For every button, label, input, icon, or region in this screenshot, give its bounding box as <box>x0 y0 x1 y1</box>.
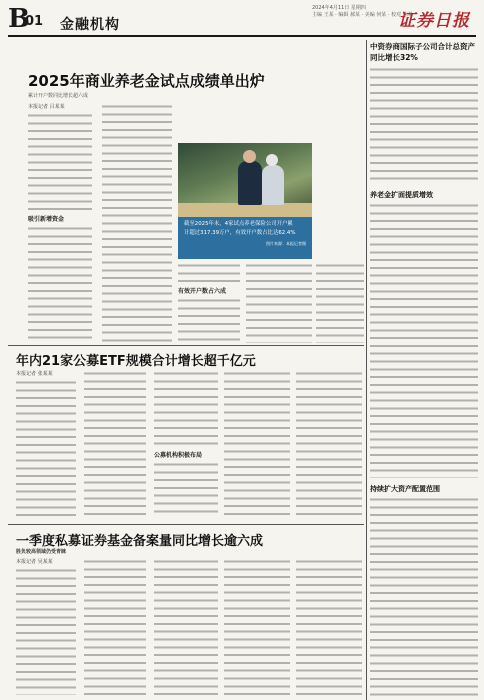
photo-ground <box>178 203 312 217</box>
article-2-title: 年内21家公募ETF规模合计增长超千亿元 <box>16 354 256 369</box>
article-2-col-2 <box>84 370 146 518</box>
article-2-col-4 <box>224 370 290 518</box>
article-1-col-3 <box>178 262 240 343</box>
body-text <box>178 297 240 343</box>
caption-line-1: 截至2025年末，4家试点养老保险公司开户累 <box>184 221 293 227</box>
photo-head <box>266 154 278 166</box>
article-2-col-1 <box>16 370 76 518</box>
caption-line-2: 计超过317.39万户，有效开户数占比达62.4% <box>184 230 296 236</box>
body-text <box>102 103 172 343</box>
section-number: 01 <box>25 14 44 29</box>
column-divider <box>366 40 367 700</box>
article-3-col-1 <box>16 558 76 696</box>
article-2-byline: 本报记者 张某某 <box>16 371 53 377</box>
page-header <box>0 0 484 44</box>
issue-editors: 主编 王某 · 编辑 郝某 · 美编 何某 · 校对 陈某 <box>312 12 413 18</box>
issue-date: 2024年4月11日 星期四 <box>312 5 366 11</box>
article-2-subhead: 公募机构积极布局 <box>154 452 203 459</box>
photo-caption <box>178 217 312 259</box>
section-divider <box>8 524 364 525</box>
article-3-col-4 <box>224 558 290 696</box>
article-1-title: 2025年商业养老金试点成绩单出炉 <box>28 72 265 90</box>
body-text <box>178 262 240 284</box>
issue-meta <box>312 5 413 19</box>
newspaper-logo: 证券日报 <box>398 11 470 31</box>
right-text-3 <box>370 496 478 696</box>
section-letter: B <box>8 4 30 34</box>
body-text <box>246 262 312 343</box>
right-headline-2: 养老金扩面提质增效 <box>370 191 433 199</box>
article-3-byline: 本报记者 吴某某 <box>16 559 53 565</box>
photo-person <box>262 165 284 205</box>
photo-head <box>243 150 256 163</box>
article-1-subtitle: 累计开户数同比增长超六成 <box>28 93 89 99</box>
article-3-col-2 <box>84 558 146 696</box>
photo-credit: 图片来源：本报记者摄 <box>266 241 306 246</box>
article-1-col-5 <box>316 262 364 343</box>
article-3-col-5 <box>296 558 362 696</box>
article-1-subhead-1: 吸引新增资金 <box>28 216 65 223</box>
right-text-1 <box>370 66 478 184</box>
section-name: 金融机构 <box>60 17 120 33</box>
body-text <box>154 461 218 517</box>
body-text <box>16 567 76 695</box>
photo-person <box>238 161 262 205</box>
article-1-col-2 <box>102 103 172 343</box>
header-rule <box>8 35 476 37</box>
article-3-title: 一季度私募证券基金备案量同比增长逾六成 <box>16 534 264 549</box>
body-text <box>316 262 364 343</box>
article-1-byline: 本报记者 吕某某 <box>28 104 65 110</box>
body-text <box>28 225 92 343</box>
article-1-col-4 <box>246 262 312 343</box>
article-2-col-5 <box>296 370 362 518</box>
right-headline-1: 中资券商国际子公司合计总资产同比增长32% <box>370 42 475 62</box>
section-divider <box>8 345 364 346</box>
article-3-col-3 <box>154 558 218 696</box>
article-3-subtitle: 胜负较高领域仍受青睐 <box>16 549 67 555</box>
article-1-photo <box>178 143 312 217</box>
body-text <box>28 112 92 212</box>
right-headline-3: 持续扩大资产配置范围 <box>370 485 440 493</box>
article-1-col-1 <box>28 103 92 343</box>
article-1-subhead-2: 有效开户数占六成 <box>178 288 227 295</box>
body-text <box>154 370 218 448</box>
body-text <box>16 379 76 517</box>
right-text-2 <box>370 202 478 478</box>
article-2-col-3 <box>154 370 218 518</box>
